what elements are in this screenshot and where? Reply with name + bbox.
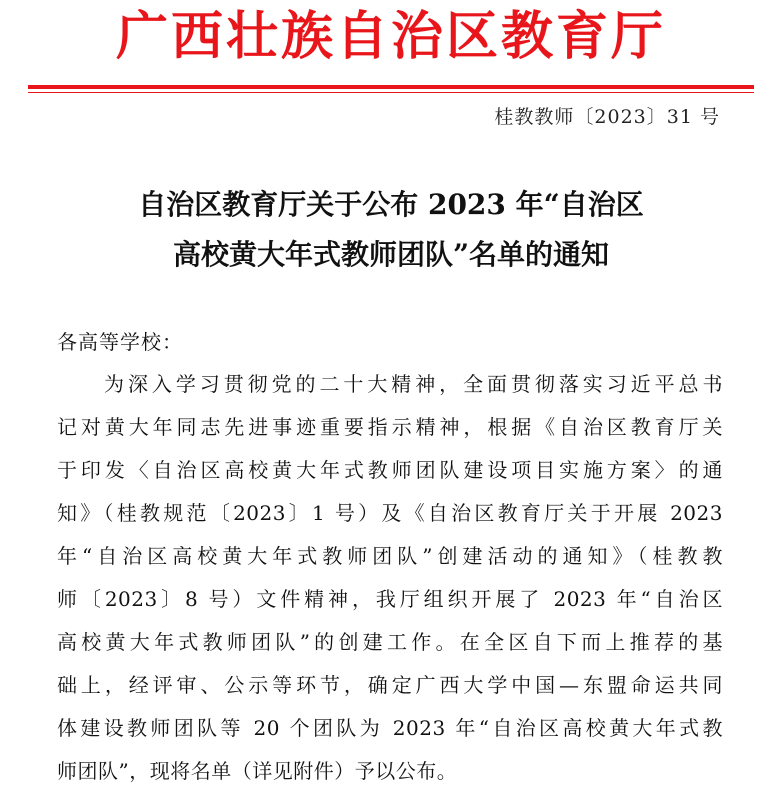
document-number: 桂教教师〔2023〕31 号 <box>494 106 720 128</box>
body-line-10: 师团队”，现将名单（详见附件）予以公布。 <box>57 759 458 783</box>
body-line-7: 高校黄大年式教师团队”的创建工作。在全区自下而上推荐的基 <box>57 630 723 654</box>
notice-title <box>0 180 782 280</box>
letterhead-red-rule-thin <box>28 92 754 93</box>
body-line-2: 记对黄大年同志先进事迹重要指示精神，根据《自治区教育厅关 <box>57 415 723 439</box>
letterhead-red-rule <box>28 85 754 89</box>
notice-title-line-1: 自治区教育厅关于公布 2023 年“自治区 <box>138 188 644 221</box>
body-line-1: 为深入学习贯彻党的二十大精神，全面贯彻落实习近平总书 <box>104 372 723 396</box>
letterhead-title: 广西壮族自治区教育厅 <box>115 6 666 67</box>
body-line-6: 师〔2023〕8 号）文件精神，我厅组织开展了 2023 年“自治区 <box>57 587 723 611</box>
body-line-5: 年“自治区高校黄大年式教师团队”创建活动的通知》（桂教教 <box>57 544 723 568</box>
notice-title-line-2: 高校黄大年式教师团队”名单的通知 <box>172 238 610 271</box>
salutation: 各高等学校： <box>57 330 183 354</box>
body-line-3: 于印发〈自治区高校黄大年式教师团队建设项目实施方案〉的通 <box>57 458 723 482</box>
body-line-9: 体建设教师团队等 20 个团队为 2023 年“自治区高校黄大年式教 <box>57 716 723 740</box>
body-line-8: 础上，经评审、公示等环节，确定广西大学中国—东盟命运共同 <box>57 673 723 697</box>
body-line-4: 知》（桂教规范〔2023〕1 号）及《自治区教育厅关于开展 2023 <box>57 501 723 525</box>
